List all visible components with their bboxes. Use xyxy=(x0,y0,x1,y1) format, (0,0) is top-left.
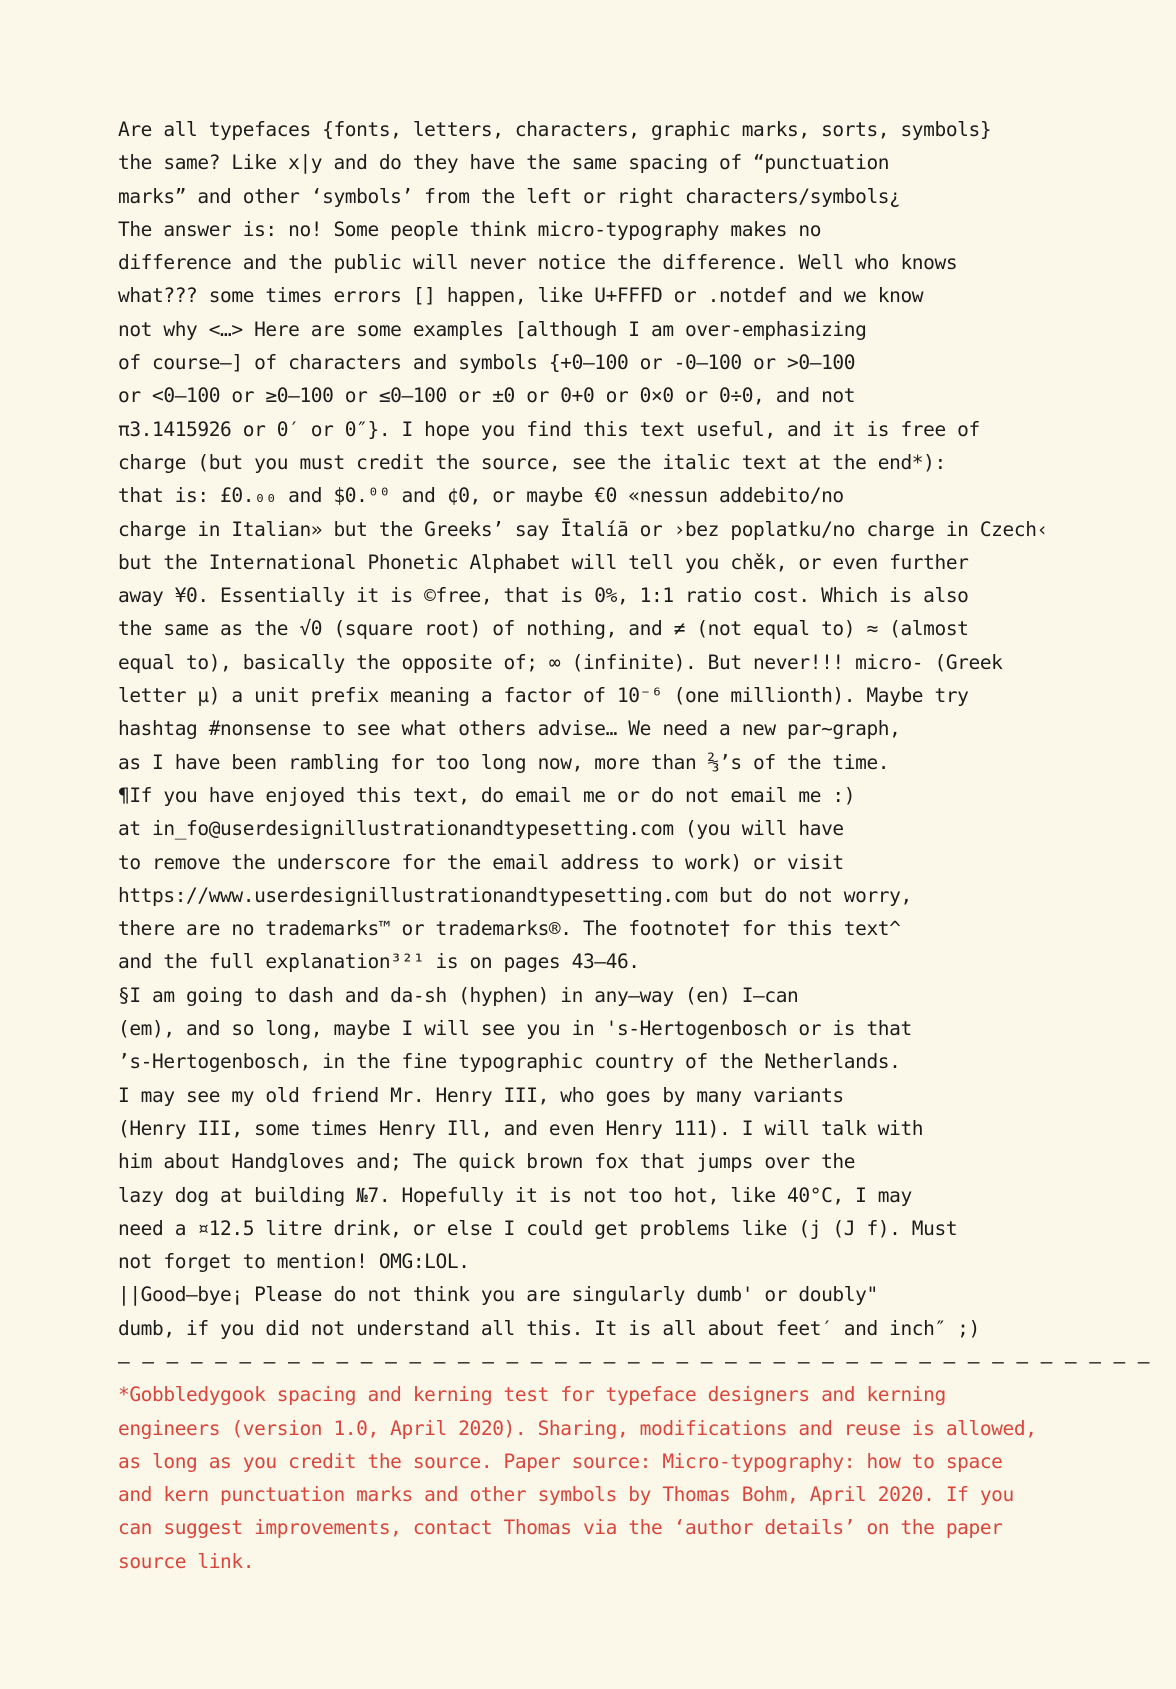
text-line: I may see my old friend Mr. Henry III, who goes by many variants xyxy=(118,1083,844,1107)
footnote-line: and kern punctuation marks and other symbols by Thomas Bohm, April 2020. If you xyxy=(118,1483,1014,1507)
text-line: there are no trademarks™ or trademarks®. The footnote† for this text^ xyxy=(118,917,901,941)
text-line: or <0–100 or ≥0–100 or ≤0–100 or ±0 or 0+0 or 0×0 or 0÷0, and not xyxy=(118,384,856,408)
text-line: ¶If you have enjoyed this text, do email me or do not email me :) xyxy=(118,783,856,807)
text-line: equal to), basically the opposite of; ∞ (infinite). But never!!! micro- (Greek xyxy=(118,650,1003,674)
footnote-line: *Gobbledygook spacing and kerning test for typeface designers and kerning xyxy=(118,1383,946,1407)
text-line: difference and the public will never notice the difference. Well who knows xyxy=(118,251,958,275)
text-line: charge (but you must credit the source, see the italic text at the end*): xyxy=(118,450,946,474)
text-line: Are all typefaces {fonts, letters, characters, graphic marks, sorts, symbols} xyxy=(118,118,992,141)
text-line: letter µ) a unit prefix meaning a factor of 10⁻⁶ (one millionth). Maybe try xyxy=(118,684,969,708)
footnote-line: can suggest improvements, contact Thomas via the ‘author details’ on the paper xyxy=(118,1516,1003,1540)
text-line: not forget to mention! OMG:LOL. xyxy=(118,1250,470,1274)
footnote-line: as long as you credit the source. Paper source: Micro-typography: how to space xyxy=(118,1449,1003,1473)
text-line: him about Handgloves and; The quick brown fox that jumps over the xyxy=(118,1150,856,1174)
text-line: the same? Like x|y and do they have the same spacing of “punctuation xyxy=(118,151,890,175)
text-line: hashtag #nonsense to see what others advise… We need a new par~graph, xyxy=(118,717,901,741)
dashed-divider: – – – – – – – – – – – – – – – – – – – – – – – – – – – – – – – – – – – – – – – – – – – xyxy=(118,1349,1150,1373)
text-line: (em), and so long, maybe I will see you in 's-Hertogenbosch or is that xyxy=(118,1017,912,1041)
text-line: away ¥0. Essentially it is ©free, that is 0%, 1:1 ratio cost. Which is also xyxy=(118,584,969,608)
document-page xyxy=(118,113,1168,1578)
text-line: of course—] of characters and symbols {+0–100 or -0–100 or >0–100 xyxy=(118,351,856,375)
footnote-line: source link. xyxy=(118,1549,255,1573)
text-line: https://www.userdesignillustrationandtypesetting.com but do not worry, xyxy=(118,883,912,907)
text-line: §I am going to dash and da-sh (hyphen) in any–way (en) I—can xyxy=(118,983,799,1007)
text-line: as I have been rambling for too long now, more than ⅔’s of the time. xyxy=(118,750,890,774)
footnote xyxy=(118,1378,1168,1578)
text-line: marks” and other ‘symbols’ from the left or right characters/symbols¿ xyxy=(118,184,901,208)
text-line: π3.1415926 or 0′ or 0″}. I hope you find this text useful, and it is free of xyxy=(118,417,980,441)
text-line: ’s-Hertogenbosch, in the fine typographic country of the Netherlands. xyxy=(118,1050,901,1074)
body-text xyxy=(118,113,1168,1345)
text-line: at in_fo@userdesignillustrationandtypesetting.com (you will have xyxy=(118,817,844,841)
text-line: dumb, if you did not understand all this. It is all about feet′ and inch″ ;) xyxy=(118,1316,980,1340)
text-line: The answer is: no! Some people think micro-typography makes no xyxy=(118,217,822,241)
text-line: to remove the underscore for the email address to work) or visit xyxy=(118,850,844,874)
text-line: but the International Phonetic Alphabet will tell you chěk, or even further xyxy=(118,550,969,574)
text-line: what??? some times errors [] happen, like U+FFFD or .notdef and we know xyxy=(118,284,924,308)
footnote-line: engineers (version 1.0, April 2020). Sharing, modifications and reuse is allowed, xyxy=(118,1416,1037,1440)
text-line: and the full explanation³²¹ is on pages 43–46. xyxy=(118,950,640,974)
text-line: the same as the √0 (square root) of nothing, and ≠ (not equal to) ≈ (almost xyxy=(118,617,969,641)
text-line: (Henry III, some times Henry Ill, and even Henry 111). I will talk with xyxy=(118,1116,924,1140)
text-line: lazy dog at building №7. Hopefully it is not too hot, like 40°C, I may xyxy=(118,1183,912,1207)
text-line: charge in Italian» but the Greeks’ say Ītalíā or ›bez poplatku/no charge in Czech‹ xyxy=(118,517,1048,541)
text-line: need a ¤12.5 litre drink, or else I could get problems like (j (J f). Must xyxy=(118,1216,958,1240)
text-line: ||Good—bye¡ Please do not think you are singularly dumb' or doubly" xyxy=(118,1283,878,1307)
text-line: that is: £0.₀₀ and $0.⁰⁰ and ¢0, or maybe €0 «nessun addebito/no xyxy=(118,484,844,508)
text-line: not why <…> Here are some examples [although I am over-emphasizing xyxy=(118,317,867,341)
